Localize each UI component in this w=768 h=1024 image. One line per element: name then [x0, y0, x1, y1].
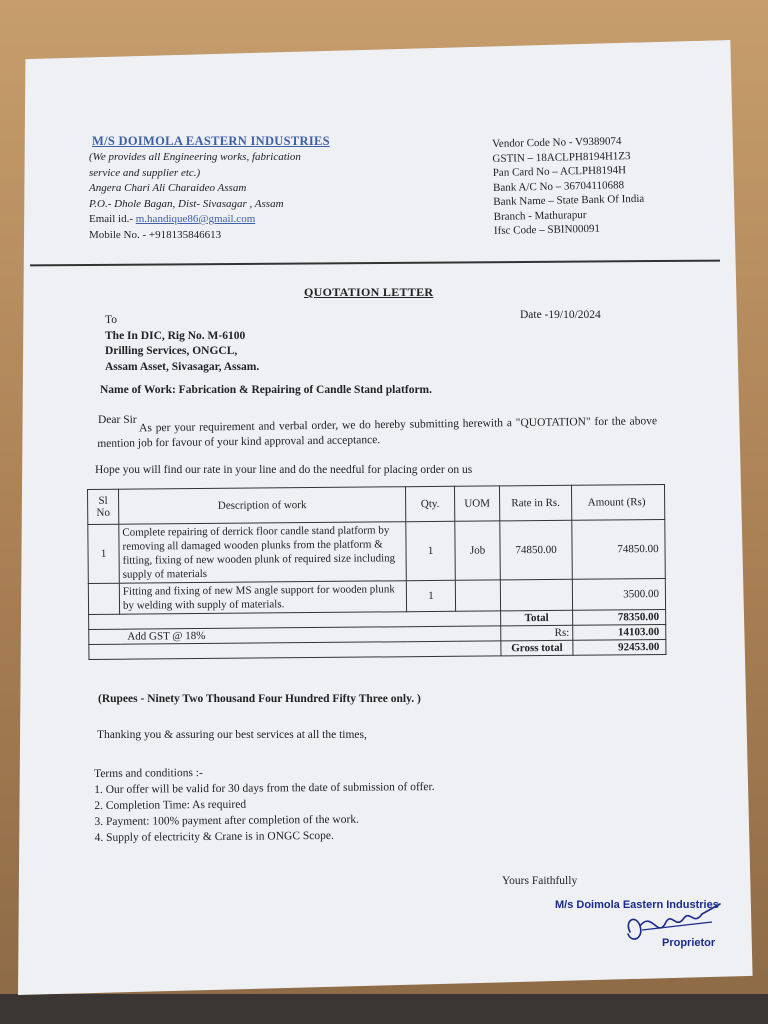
- address-line-1: Angera Chari Ali Charaideo Assam: [89, 182, 247, 194]
- to-label: To: [105, 314, 117, 326]
- recipient-line-2: Drilling Services, ONGCL,: [105, 345, 238, 357]
- stamp-proprietor: Proprietor: [662, 937, 716, 949]
- amount-in-words: (Rupees - Ninety Two Thousand Four Hundred Fifty Three only. ): [98, 693, 421, 705]
- table-row: [88, 578, 665, 614]
- table-header-row: [88, 484, 665, 524]
- gross-total-value: 92453.00: [573, 639, 666, 655]
- total-label: Total: [501, 610, 573, 626]
- table-row: [88, 519, 665, 583]
- term-item: 4. Supply of electricity & Crane is in ONGC Scope.: [94, 829, 334, 844]
- ifsc-code: Ifsc Code – SBIN00091: [493, 222, 601, 237]
- mobile-number: Mobile No. - +918135846613: [89, 228, 222, 241]
- quotation-table: [87, 484, 666, 660]
- tagline-line-2: service and supplier etc.): [89, 166, 201, 179]
- stamp-company-name: M/s Doimola Eastern Industries: [555, 899, 719, 911]
- gross-row-spacer: [89, 641, 501, 660]
- col-uom-header: UOM: [454, 486, 499, 521]
- body-paragraph: As per your requirement and verbal order, we do hereby submitting herewith a "QUOTATION" for the above mention job for favour of your kind approval and acceptance.: [97, 415, 658, 450]
- hope-line: Hope you will find our rate in your line and do the needful for placing order on us: [95, 464, 473, 476]
- term-item: 3. Payment: 100% payment after completion of the work.: [94, 813, 359, 828]
- gross-total-label: Gross total: [501, 640, 573, 656]
- thanks-line: Thanking you & assuring our best services at all the times,: [97, 729, 367, 741]
- row-1-rate: 74850.00: [500, 520, 573, 580]
- terms-title: Terms and conditions :-: [94, 767, 203, 780]
- company-info: [89, 150, 301, 243]
- row-2-amount: 3500.00: [572, 578, 665, 610]
- row-2-sl: [88, 583, 119, 614]
- col-rate-header: Rate in Rs.: [499, 485, 571, 521]
- email-row: [89, 212, 301, 228]
- rs-label: Rs:: [501, 625, 573, 641]
- tagline-line-1: (We provides all Engineering works, fabrication: [89, 151, 301, 163]
- salutation: Dear Sir: [98, 414, 137, 426]
- bank-branch: Branch - Mathurapur: [493, 208, 587, 223]
- company-name: M/S DOIMOLA EASTERN INDUSTRIES: [92, 134, 330, 148]
- closing: Yours Faithfully: [502, 875, 578, 887]
- row-2-desc: Fitting and fixing of new MS angle support for wooden plunk by welding with supply of materials.: [119, 581, 406, 615]
- pan-card: Pan Card No – ACLPH8194H: [492, 164, 627, 179]
- bank-name: Bank Name – State Bank Of India: [493, 192, 645, 208]
- floor-strip: [0, 994, 768, 1024]
- address-line-2: P.O.- Dhole Bagan, Dist- Sivasagar , Assam: [89, 197, 284, 210]
- col-desc-header: Description of work: [119, 487, 406, 525]
- bank-account: Bank A/C No – 36704110688: [492, 178, 625, 194]
- col-sl-header: Sl No: [88, 489, 119, 524]
- row-1-sl: 1: [88, 524, 120, 583]
- document-title: QUOTATION LETTER: [304, 285, 434, 299]
- row-2-qty: 1: [406, 580, 455, 611]
- row-2-uom: [455, 580, 500, 611]
- term-item: 2. Completion Time: As required: [94, 798, 247, 812]
- letter-date: Date -19/10/2024: [520, 309, 601, 321]
- vendor-code: Vendor Code No - V9389074: [492, 135, 622, 150]
- total-value: 78350.00: [573, 609, 666, 625]
- row-2-rate: [500, 579, 572, 611]
- recipient-line-1: The In DIC, Rig No. M-6100: [105, 329, 246, 342]
- term-item: 1. Our offer will be valid for 30 days from the date of submission of offer.: [94, 781, 435, 796]
- row-1-desc: Complete repairing of derrick floor candle stand platform by removing all damaged wooden plunks from the platform & fitting, fixing of new wooden plunk of required size including supply of materials: [119, 522, 407, 584]
- gst-label: Add GST @ 18%: [89, 626, 501, 645]
- work-name: Name of Work: Fabrication & Repairing of Candle Stand platform.: [100, 384, 433, 396]
- gst-value: 14103.00: [573, 624, 666, 640]
- col-qty-header: Qty.: [405, 486, 454, 521]
- recipient-line-3: Assam Asset, Sivasagar, Assam.: [105, 360, 260, 373]
- email-link[interactable]: m.handique86@gmail.com: [135, 213, 256, 225]
- row-1-uom: Job: [455, 521, 501, 580]
- row-1-amount: 74850.00: [572, 519, 666, 579]
- vendor-details: [492, 134, 645, 239]
- row-1-qty: 1: [406, 521, 456, 580]
- recipient-block: [105, 313, 259, 375]
- col-amount-header: Amount (Rs): [571, 484, 664, 520]
- terms-block: [94, 763, 435, 846]
- email-label: Email id.-: [89, 213, 136, 225]
- gstin: GSTIN – 18ACLPH8194H1Z3: [492, 149, 631, 165]
